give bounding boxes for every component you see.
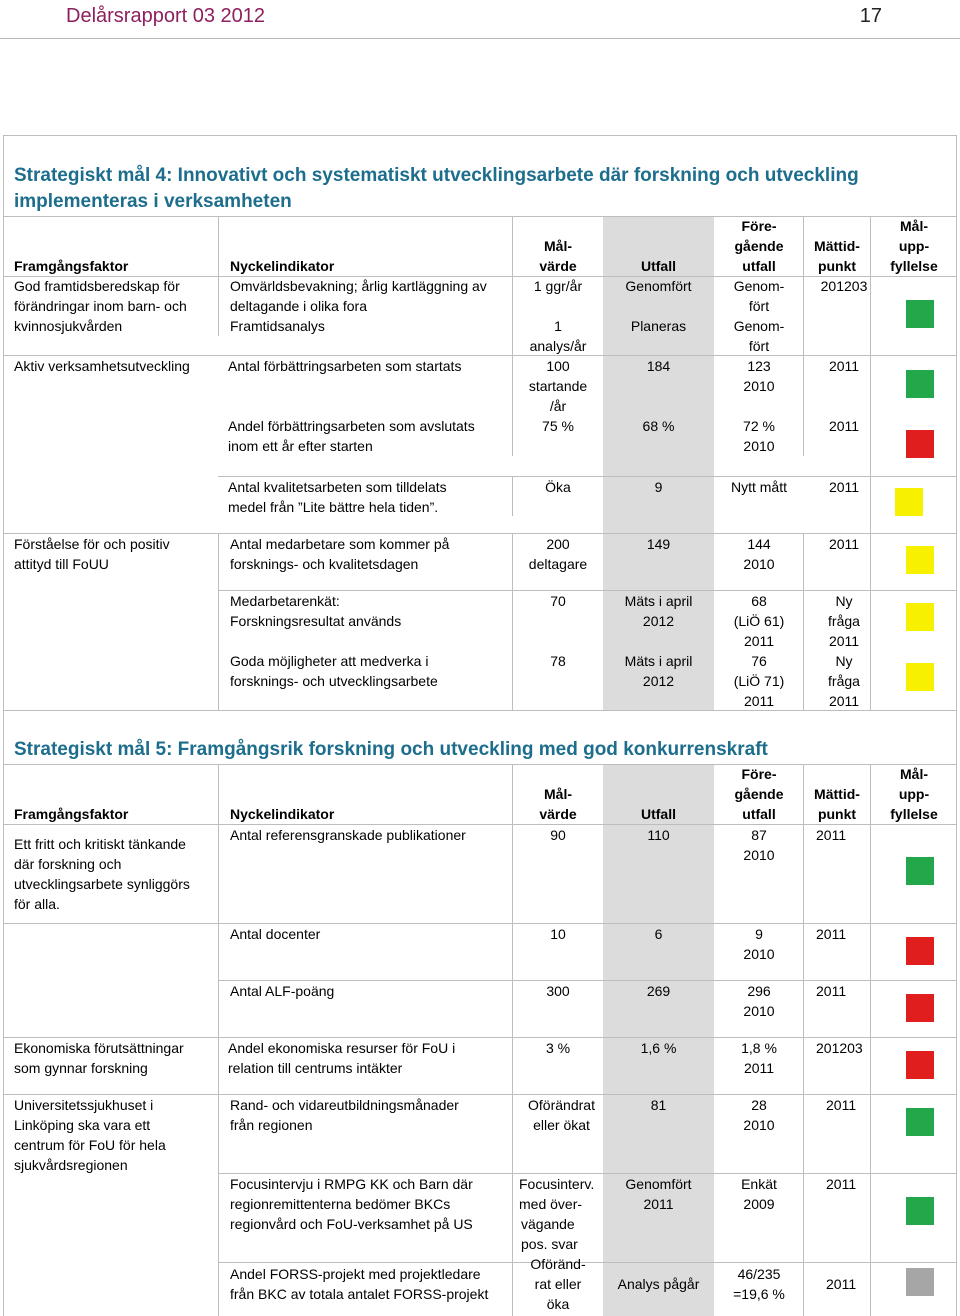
indicator-text: regionvård och FoU-verksamhet på US [230,1216,473,1232]
col-header-utfall: Utfall [641,806,676,822]
grid-line [3,824,957,825]
target-value: öka [546,1296,570,1312]
outcome-value: 2012 [642,673,675,689]
goal4-title-line1: Strategiskt mål 4: Innovativt och systematiskt utvecklingsarbete där forskning och utveckling [14,165,859,186]
grid-line [3,923,957,924]
previous-value: 2011 [743,693,775,709]
col-header-maluppfyllelse: fyllelse [890,806,938,822]
outcome-value: Mäts i april [624,653,693,669]
measure-time: 2011 [826,1176,857,1192]
previous-value: 2010 [743,438,775,454]
factor-text: Aktiv verksamhetsutveckling [14,358,190,374]
previous-value: 2010 [743,847,775,863]
target-value: 75 % [542,418,574,434]
previous-value: 1,8 % [741,1040,777,1056]
factor-text: sjukvårdsregionen [14,1157,128,1173]
measure-time: 2011 [828,536,860,552]
indicator-text: Antal ALF-poäng [230,983,335,999]
target-value: 10 [550,926,566,942]
factor-text: förändringar inom barn- och [14,298,187,314]
outcome-value: Genomfört [625,278,692,294]
target-value: vägande [521,1216,575,1232]
status-indicator-green [906,857,934,885]
target-value: 3 % [545,1040,571,1056]
previous-value: 2010 [743,946,775,962]
factor-text: Ett fritt och kritiskt tänkande [14,836,186,852]
indicator-text: Antal referensgranskade publikationer [230,827,466,843]
indicator-text: forsknings- och utvecklingsarbete [230,673,438,689]
factor-text: för alla. [14,896,60,912]
indicator-text: Andel FORSS-projekt med projektledare [230,1266,481,1282]
outcome-value: 6 [654,926,663,942]
previous-value: (LiÖ 71) [733,673,785,689]
factor-text: attityd till FoUU [14,556,109,572]
status-indicator-gray [906,1268,934,1296]
previous-value: 296 [747,983,771,999]
previous-value: 2009 [743,1196,775,1212]
factor-text: kvinnosjukvården [14,318,123,334]
outcome-value: 81 [650,1097,667,1113]
col-header-foregaende: Före- [741,766,777,782]
goal4-title-line2: implementeras i verksamheten [14,191,292,212]
previous-value: 2011 [743,1060,775,1076]
status-indicator-yellow [906,603,934,631]
target-value: deltagare [528,556,588,572]
col-header-foregaende: gående [734,786,784,802]
target-value: 100 [546,358,570,374]
status-indicator-green [906,1197,934,1225]
target-value: Oföränd- [530,1256,586,1272]
outcome-value: 184 [646,358,671,374]
col-header-maluppfyllelse: upp- [898,786,930,802]
status-indicator-yellow [895,488,923,516]
measure-time: 2011 [828,693,860,709]
measure-time: 2011 [828,418,860,434]
outcome-value: 269 [646,983,671,999]
factor-text: Ekonomiska förutsättningar [14,1040,184,1056]
target-value: /år [549,398,567,414]
col-header-nyckelindikator: Nyckelindikator [230,258,335,274]
target-value: pos. svar [521,1236,578,1252]
previous-value: 68 [751,593,767,609]
previous-value: Nytt mått [730,479,787,495]
status-indicator-red [906,1051,934,1079]
indicator-text: relation till centrums intäkter [228,1060,403,1076]
indicator-text: regionremittenterna bedömer BKCs [230,1196,451,1212]
target-value: 1 [554,318,562,334]
previous-value: 2010 [743,556,775,572]
previous-value: 9 [755,926,763,942]
col-header-framgangsfaktor: Framgångsfaktor [14,806,129,822]
measure-time: 2011 [826,1276,857,1292]
measure-time: fråga [828,673,860,689]
factor-text: God framtidsberedskap för [14,278,180,294]
previous-value: 72 % [743,418,775,434]
col-header-framgangsfaktor: Framgångsfaktor [14,258,129,274]
target-value: Oförändrat [528,1097,595,1113]
outcome-value: Mäts i april [624,593,693,609]
measure-time: 2011 [828,358,860,374]
target-value: 300 [546,983,570,999]
previous-value: 144 [747,536,771,552]
measure-time: 2011 [826,1097,857,1113]
col-header-maluppfyllelse: fyllelse [890,258,938,274]
col-header-malvarde: värde [539,258,577,274]
col-header-nyckelindikator: Nyckelindikator [230,806,335,822]
col-header-maluppfyllelse: Mål- [900,766,928,782]
col-header-foregaende: utfall [742,806,776,822]
previous-value: 2010 [743,1003,775,1019]
factor-text: där forskning och [14,856,122,872]
measure-time: 2011 [828,633,860,649]
col-header-maluppfyllelse: upp- [898,238,930,254]
target-value: 1 ggr/år [533,278,583,294]
status-indicator-red [906,937,934,965]
outcome-value: Analys pågår [617,1276,700,1292]
previous-value: (LiÖ 61) [733,613,785,629]
indicator-text: Medarbetarenkät: [230,593,340,609]
previous-value: =19,6 % [733,1286,785,1302]
factor-text: utvecklingsarbete synliggörs [14,876,190,892]
measure-time: 201203 [816,1040,863,1056]
page-number: 17 [859,5,882,27]
target-value: 70 [550,593,566,609]
target-value: 200 [546,536,570,552]
status-indicator-yellow [906,663,934,691]
factor-text: Universitetssjukhuset i [14,1097,154,1113]
target-value: analys/år [529,338,587,354]
status-indicator-red [906,430,934,458]
target-value: startande [528,378,588,394]
target-value: Öka [545,479,571,495]
target-value: Focusinterv. [519,1176,595,1192]
previous-value: 76 [751,653,767,669]
col-header-maluppfyllelse: Mål- [900,218,928,234]
outcome-value: Genomfört [625,1176,692,1192]
previous-value: 2010 [743,1117,775,1133]
grid-line [870,764,871,1316]
col-header-foregaende: gående [734,238,784,254]
indicator-text: Omvärldsbevakning; årlig kartläggning av [230,278,487,294]
grid-line [3,216,957,217]
indicator-text: Focusintervju i RMPG KK och Barn där [230,1176,473,1192]
status-indicator-yellow [906,546,934,574]
status-indicator-green [906,370,934,398]
indicator-text: från regionen [230,1117,313,1133]
outcome-value: 68 % [642,418,675,434]
indicator-text: inom ett år efter starten [228,438,373,454]
measure-time: 2011 [816,926,847,942]
col-header-malvarde: Mål- [544,238,572,254]
indicator-text: Antal kvalitetsarbeten som tilldelats [228,479,447,495]
indicator-text: deltagande i olika fora [230,298,367,314]
grid-line [218,764,219,1316]
indicator-text: Antal medarbetare som kommer på [230,536,450,552]
previous-value: 46/235 [737,1266,781,1282]
target-value: 78 [550,653,566,669]
outcome-value: 149 [646,536,671,552]
target-value: eller ökat [533,1117,590,1133]
previous-value: 2010 [743,378,775,394]
col-header-mattidpunkt: punkt [817,806,857,822]
outcome-value: Planeras [630,318,687,334]
previous-value: 87 [751,827,767,843]
report-title: Delårsrapport 03 2012 [66,5,266,27]
indicator-text: Goda möjligheter att medverka i [230,653,429,669]
grid-line [218,533,219,710]
outcome-value: 2012 [642,613,675,629]
status-indicator-red [906,994,934,1022]
outcome-value: 1,6 % [640,1040,677,1056]
measure-time: 2011 [828,479,860,495]
grid-line [3,764,957,765]
col-header-utfall: Utfall [641,258,676,274]
indicator-text: Andel ekonomiska resurser för FoU i [228,1040,456,1056]
col-header-malvarde: värde [539,806,577,822]
measure-time: Ny [835,653,853,669]
indicator-text: Framtidsanalys [230,318,325,334]
measure-time: Ny [835,593,853,609]
outcome-value: 2011 [643,1196,674,1212]
target-value: 90 [550,827,566,843]
header-rule [0,38,960,39]
previous-value: fört [748,338,770,354]
col-header-mattidpunkt: punkt [817,258,857,274]
goal5-title: Strategiskt mål 5: Framgångsrik forskning och utveckling med god konkurrenskraft [14,739,768,760]
status-indicator-green [906,300,934,328]
col-header-foregaende: Före- [741,218,777,234]
indicator-text: Forskningsresultat används [230,613,402,629]
col-header-malvarde: Mål- [544,786,572,802]
previous-value: Enkät [741,1176,777,1192]
previous-value: 28 [751,1097,767,1113]
indicator-text: forsknings- och kvalitetsdagen [230,556,419,572]
indicator-text: medel från ”Lite bättre hela tiden”. [228,499,439,515]
previous-value: Genom- [733,278,785,294]
indicator-text: Andel förbättringsarbeten som avslutats [228,418,475,434]
status-indicator-green [906,1108,934,1136]
indicator-text: från BKC av totala antalet FORSS-projekt [230,1286,489,1302]
col-header-mattidpunkt: Mättid- [814,786,860,802]
previous-value: 2011 [743,633,775,649]
outcome-value: 9 [654,479,663,495]
factor-text: Förståelse för och positiv [14,536,170,552]
measure-time: 201203 [820,278,868,294]
previous-value: 123 [747,358,771,374]
target-value: med över- [519,1196,583,1212]
measure-time: 2011 [816,983,847,999]
measure-time: fråga [828,613,860,629]
col-header-foregaende: utfall [742,258,776,274]
factor-text: centrum för FoU för hela [14,1137,166,1153]
indicator-text: Antal docenter [230,926,321,942]
col-header-mattidpunkt: Mättid- [814,238,860,254]
measure-time: 2011 [816,827,847,843]
previous-value: fört [748,298,770,314]
target-value: rat eller [534,1276,582,1292]
outcome-value: 110 [647,827,670,843]
indicator-text: Antal förbättringsarbeten som startats [228,358,462,374]
indicator-text: Rand- och vidareutbildningsmånader [230,1097,459,1113]
factor-text: som gynnar forskning [14,1060,148,1076]
previous-value: Genom- [733,318,785,334]
factor-text: Linköping ska vara ett [14,1117,151,1133]
